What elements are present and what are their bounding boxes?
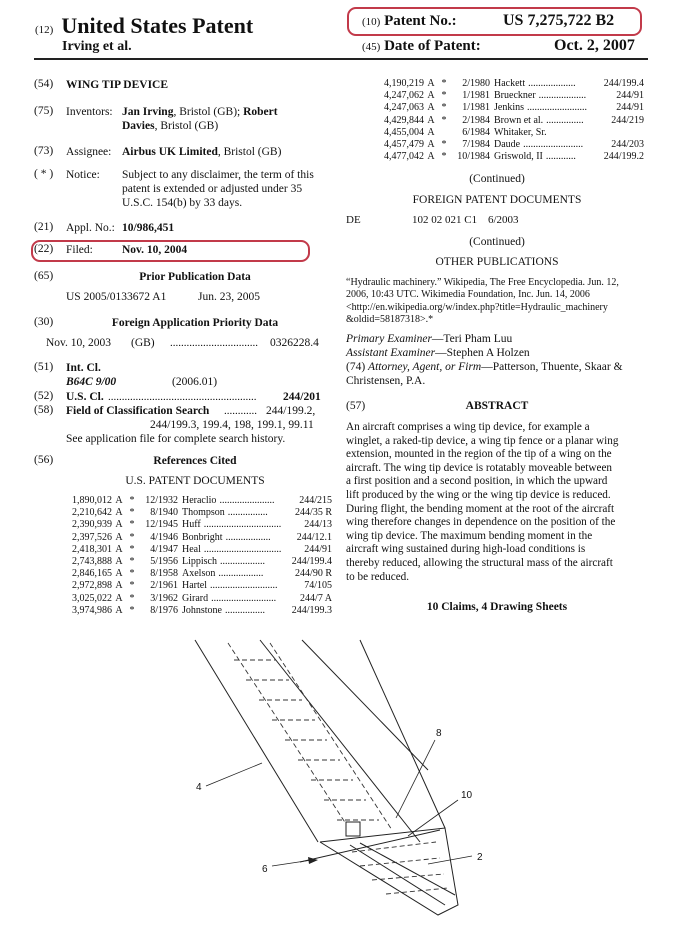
cited-patent-row [372,139,644,151]
abstract-line: wing tip device. The maximum bending moment in the [346,529,593,542]
cited-cls: 244/199.3 [291,604,332,616]
cited-date: 1/1981 [462,90,490,102]
cited-date: 2/1984 [462,114,490,126]
cited-dots: ............... [546,114,584,126]
cited-name: Heraclio [182,495,217,506]
claims-summary: 10 Claims, 4 Drawing Sheets [426,601,568,613]
cited-name: Huff [182,519,201,531]
cited-dots: ............................... [203,519,282,531]
abstract-code: (57) [346,400,366,412]
cited-star: * [129,568,135,580]
cited-date: 6/1984 [462,126,490,138]
cited-cls: 244/12.1 [296,531,332,543]
field-search-label: Field of Classification Search [66,405,210,417]
other-pub-line: “Hydraulic machinery.” Wikipedia, The Free Encyclopedia. Jun. 12, [346,277,619,288]
cited-date: 12/1932 [145,495,178,506]
cited-name: Whitaker, Sr. [494,126,547,138]
primary-label: Primary Examiner [346,333,432,345]
continued-label: (Continued) [469,236,525,248]
cited-star: * [441,102,447,114]
cited-name: Heal [182,543,201,555]
cited-cls: 244/13 [304,519,332,531]
cited-cls: 244/199.4 [291,556,332,568]
ref-label-6: 6 [262,864,268,875]
abstract-text [346,421,636,584]
cited-name: Hackett [494,78,526,89]
primary-value: —Teri Pham Luu [431,333,513,345]
cited-kind: A [427,90,435,102]
cited-no: 4,190,219 [384,78,424,89]
cited-no: 2,390,939 [72,519,112,531]
cited-no: 1,890,012 [72,495,112,506]
date-label: Date of Patent: [384,38,481,54]
cited-kind: A [115,568,123,580]
intcl-label: Int. Cl. [66,362,101,374]
cited-no: 2,846,165 [72,568,112,580]
wing-inner-edge [260,640,420,842]
cited-date: 12/1945 [145,519,178,531]
assignee-name: Airbus UK Limited [122,146,218,158]
cited-name: Axelson [182,568,216,580]
cited-date: 1/1981 [462,102,490,114]
appl-number: 10/986,451 [122,222,175,234]
cited-name: Daude [494,139,521,151]
header-left [35,13,253,39]
cited-no: 2,743,888 [72,556,112,568]
cited-name: Jenkins [494,102,524,114]
cited-star: * [129,531,135,543]
cited-dots: ............................... [203,543,282,555]
field-search-note: See application file for complete search history. [66,433,286,445]
abstract-line: During flight, the bending moment at the root of the aircraft [346,502,615,515]
cited-date: 4/1947 [150,543,178,555]
us-docs-heading: U.S. PATENT DOCUMENTS [125,475,265,487]
inventor-2b: Davies [122,120,155,132]
leader-dots: ............ [224,405,257,417]
other-pub-line: &oldid=58187318>.* [346,313,434,325]
intcl-code: (51) [34,361,54,373]
cited-date: 3/1962 [150,592,178,604]
cited-date: 8/1940 [150,507,178,519]
attorney-code: (74) [346,361,366,373]
continued-label: (Continued) [469,173,525,185]
notice-line: patent is extended or adjusted under 35 [122,183,303,195]
cited-dots: ................ [227,507,268,519]
cited-no: 2,418,301 [72,543,112,555]
foreign-doc-country: DE [346,214,361,226]
cited-cls: 244/199.2 [603,151,644,163]
cited-cls: 244/203 [611,139,644,151]
cited-dots: .................. [220,556,265,568]
cited-date: 7/1984 [462,139,490,151]
cited-dots: ................... [538,90,587,102]
cited-kind: A [115,507,123,519]
cited-no: 2,210,642 [72,507,112,519]
cited-name: Johnstone [182,604,222,616]
notice-code: ( * ) [34,168,54,180]
wing-tip-drawing [0,620,681,935]
cited-no: 2,397,526 [72,531,112,543]
foreign-priority-country: (GB) [131,337,155,349]
cited-patent-row [60,593,332,605]
abstract-line: wing therefore changes in dependence on the position of the [346,516,616,529]
cited-cls: 74/105 [304,580,332,592]
cited-patent-row [372,102,644,114]
filed-label: Filed: [66,244,93,256]
foreign-doc-number: 102 02 021 C1 [412,214,478,226]
field-search-line: 244/199.3, 199.4, 198, 199.1, 99.11 [150,419,314,431]
inventor-1-loc: , Bristol (GB); [173,106,241,118]
appl-label: Appl. No.: [66,222,115,234]
cited-cls: 244/199.4 [603,78,644,89]
cited-name: Thompson [182,507,225,519]
prior-pub-date: Jun. 23, 2005 [198,291,260,303]
cited-kind: A [427,126,435,138]
cited-kind: A [115,556,123,568]
cited-name: Lippisch [182,556,217,568]
intcl-date: (2006.01) [172,376,218,388]
us-patent-list-right [372,78,644,163]
abstract-line: aircraft wing sustained during high-load conditions is [346,543,586,556]
patent-number-line [362,13,457,30]
abstract-line: winglet, a raked-tip device, a wing tip fence or a planar wing [346,434,619,447]
us-patent-list-left [60,495,332,617]
other-pub-line: <http://en.wikipedia.org/w/index.php?title=Hydraulic_machinery [346,301,608,313]
foreign-priority-date: Nov. 10, 2003 [46,337,112,349]
cited-dots: ...................... [219,495,275,506]
cited-no: 2,972,898 [72,580,112,592]
cited-name: Hartel [182,580,207,592]
header-rule [34,58,648,60]
cited-date: 2/1961 [150,580,178,592]
patent-no-label: Patent No.: [384,13,457,29]
cited-dots: .................. [218,568,264,580]
prior-pub-heading: Prior Publication Data [139,271,251,283]
cited-star [438,127,450,139]
other-pub-line: 2006, 10:43 UTC. Wikimedia Foundation, Inc. Jun. 14, 2006 [346,289,590,301]
attorney-label: Attorney, Agent, or Firm [368,361,482,373]
abstract-heading: ABSTRACT [465,400,529,412]
invention-title: WING TIP DEVICE [66,79,169,91]
references-heading: References Cited [153,455,237,467]
uscl-label: U.S. Cl. [66,391,104,403]
cited-kind: A [115,592,123,604]
cited-star: * [129,543,135,555]
kind-code: (12) [35,24,54,36]
cited-star: * [129,507,135,519]
abstract-line: to be reduced. [346,570,410,583]
cited-star: * [441,114,447,126]
wing-leading-edge [195,640,318,842]
assignee-value [122,145,281,159]
notice-line: Subject to any disclaimer, the term of this [122,169,314,181]
abstract-line: aircraft. The wing tip device is rotatably moveable between [346,461,613,474]
attorney-value: —Patterson, Thuente, Skaar & [481,361,623,373]
cited-no: 4,247,062 [384,90,424,102]
cited-dots: ............ [545,151,576,163]
patent-number: US 7,275,722 B2 [503,12,615,29]
cited-no: 3,974,986 [72,604,112,616]
cited-name: Brown et al. [494,114,544,126]
cited-no: 4,429,844 [384,114,424,126]
ref-label-10: 10 [461,790,473,801]
cited-date: 8/1976 [150,604,178,616]
cited-patent-row [60,568,332,580]
cited-kind: A [427,114,435,126]
attorney-value-cont: Christensen, P.A. [346,375,426,387]
cited-patent-row [372,115,644,127]
cited-no: 4,477,042 [384,151,424,163]
cited-patent-row [372,127,644,139]
cited-date: 8/1958 [150,568,178,580]
cited-name: Griswold, II [494,151,543,163]
cited-kind: A [115,519,123,531]
attorney [346,360,623,374]
foreign-docs-heading: FOREIGN PATENT DOCUMENTS [412,194,582,206]
cited-kind: A [427,102,435,114]
cited-patent-row [60,556,332,568]
filed-date: Nov. 10, 2004 [122,244,188,256]
cited-kind: A [115,580,123,592]
assignee-code: (73) [34,145,54,157]
cited-dots: ........................ [527,102,587,114]
cited-cls: 244/7 A [300,592,332,604]
cited-dots: ................... [528,78,576,89]
cited-star: * [441,139,447,151]
cited-date: 4/1946 [150,531,178,543]
date-code: (45) [362,41,381,53]
cited-patent-row [60,580,332,592]
abstract-line: lift produced by the wing or the wing tip device is reduced. [346,488,611,501]
cited-cls: 244/91 [616,102,644,114]
cited-star: * [129,519,135,531]
inventors-value [122,105,332,133]
cited-patent-row [60,544,332,556]
title-code: (54) [34,78,54,90]
cited-cls: 244/35 R [295,507,332,519]
cited-dots: .................. [225,531,271,543]
filed-code: (22) [34,243,54,255]
other-pubs-heading: OTHER PUBLICATIONS [435,256,559,268]
cited-patent-row [60,605,332,617]
inventor-2-loc: , Bristol (GB) [154,120,219,132]
prior-pub-number: US 2005/0133672 A1 [66,291,167,303]
inventors-code: (75) [34,105,54,117]
cited-dots: ........................ [523,139,584,151]
date-of-patent: Oct. 2, 2007 [554,37,635,54]
assignee-label: Assignee: [66,146,112,158]
actuator-box [346,822,360,836]
cited-star: * [129,495,135,506]
cited-date: 5/1956 [150,556,178,568]
field-code: (58) [34,404,54,416]
assistant-label: Assistant Examiner [346,347,436,359]
cited-kind: A [115,531,123,543]
prior-code: (65) [34,270,54,282]
cited-star: * [129,592,135,604]
document-title: United States Patent [61,13,254,38]
uscl-value: 244/201 [283,391,321,403]
assistant-examiner [346,346,530,360]
notice-label: Notice: [66,169,100,181]
cited-cls: 244/215 [299,495,332,506]
cited-no: 4,247,063 [384,102,424,114]
cited-patent-row [372,78,644,90]
patent-no-code: (10) [362,16,381,28]
date-of-patent-line [362,38,481,55]
cited-star: * [441,78,447,89]
intcl-class: B64C 9/00 [66,376,117,388]
other-publication [346,277,636,326]
cited-patent-row [372,90,644,102]
cited-dots: ................ [225,604,265,616]
cited-dots: .......................... [211,592,277,604]
inventor-2a: Robert [243,106,278,118]
cited-date: 10/1984 [457,151,490,163]
cited-star: * [129,556,135,568]
cited-star: * [129,604,135,616]
leader-dots: ...................................................... [108,391,257,403]
spar-line [302,640,428,770]
cited-patent-row [60,507,332,519]
cited-patent-row [60,495,332,507]
cited-patent-row [372,151,644,163]
cited-name: Brueckner [494,90,536,102]
cited-no: 4,455,004 [384,126,424,138]
ref-label-4: 4 [196,782,202,793]
cited-date: 2/1980 [462,78,490,89]
cited-kind: A [427,78,435,89]
assignee-loc: , Bristol (GB) [217,146,282,158]
abstract-line: a first position and a second position, in which the upward [346,475,608,488]
abstract-line: An aircraft comprises a wing tip device, for example a [346,421,590,433]
cited-kind: A [115,604,123,616]
cited-star: * [129,580,135,592]
cited-no: 3,025,022 [72,592,112,604]
cited-kind: A [115,543,123,555]
cited-star: * [441,90,447,102]
leader-dots: ................................ [170,337,258,349]
cited-no: 4,457,479 [384,139,424,151]
cited-cls: 244/91 [616,90,644,102]
inventors-short: Irving et al. [62,39,132,54]
cited-dots: ........................... [210,580,278,592]
ref-label-8: 8 [436,728,442,739]
ref-label-2: 2 [477,852,483,863]
appl-code: (21) [34,221,54,233]
foreign-priority-heading: Foreign Application Priority Data [111,317,279,329]
cited-star: * [441,151,447,163]
inventors-label: Inventors: [66,106,113,118]
refs-code: (56) [34,454,54,466]
foreign-priority-number: 0326228.4 [270,337,319,349]
cited-dots [550,127,642,139]
internal-structure [228,643,448,894]
cited-cls: 244/90 R [295,568,332,580]
uscl-code: (52) [34,390,54,402]
foreign-code: (30) [34,316,54,328]
abstract-line: extension, mounted in the region of the tip of a wing on the [346,448,612,461]
inventor-1: Jan Irving [122,106,174,118]
field-search-line: 244/199.2, [266,405,316,417]
foreign-doc-date: 6/2003 [488,214,519,226]
cited-kind: A [115,495,123,506]
cited-kind: A [427,151,435,163]
primary-examiner [346,332,512,346]
cited-name: Girard [182,592,209,604]
abstract-line: thereby reduced, allowing the structural mass of the aircraft [346,556,613,569]
cited-name: Bonbright [182,531,223,543]
cited-cls: 244/91 [304,543,332,555]
cited-patent-row [60,532,332,544]
cited-kind: A [427,139,435,151]
cited-cls: 244/219 [611,114,644,126]
wing-tip-outline [320,828,458,915]
assistant-value: —Stephen A Holzen [435,347,530,359]
notice-line: U.S.C. 154(b) by 33 days. [122,197,243,209]
cited-patent-row [60,519,332,531]
notice-text [122,168,314,210]
